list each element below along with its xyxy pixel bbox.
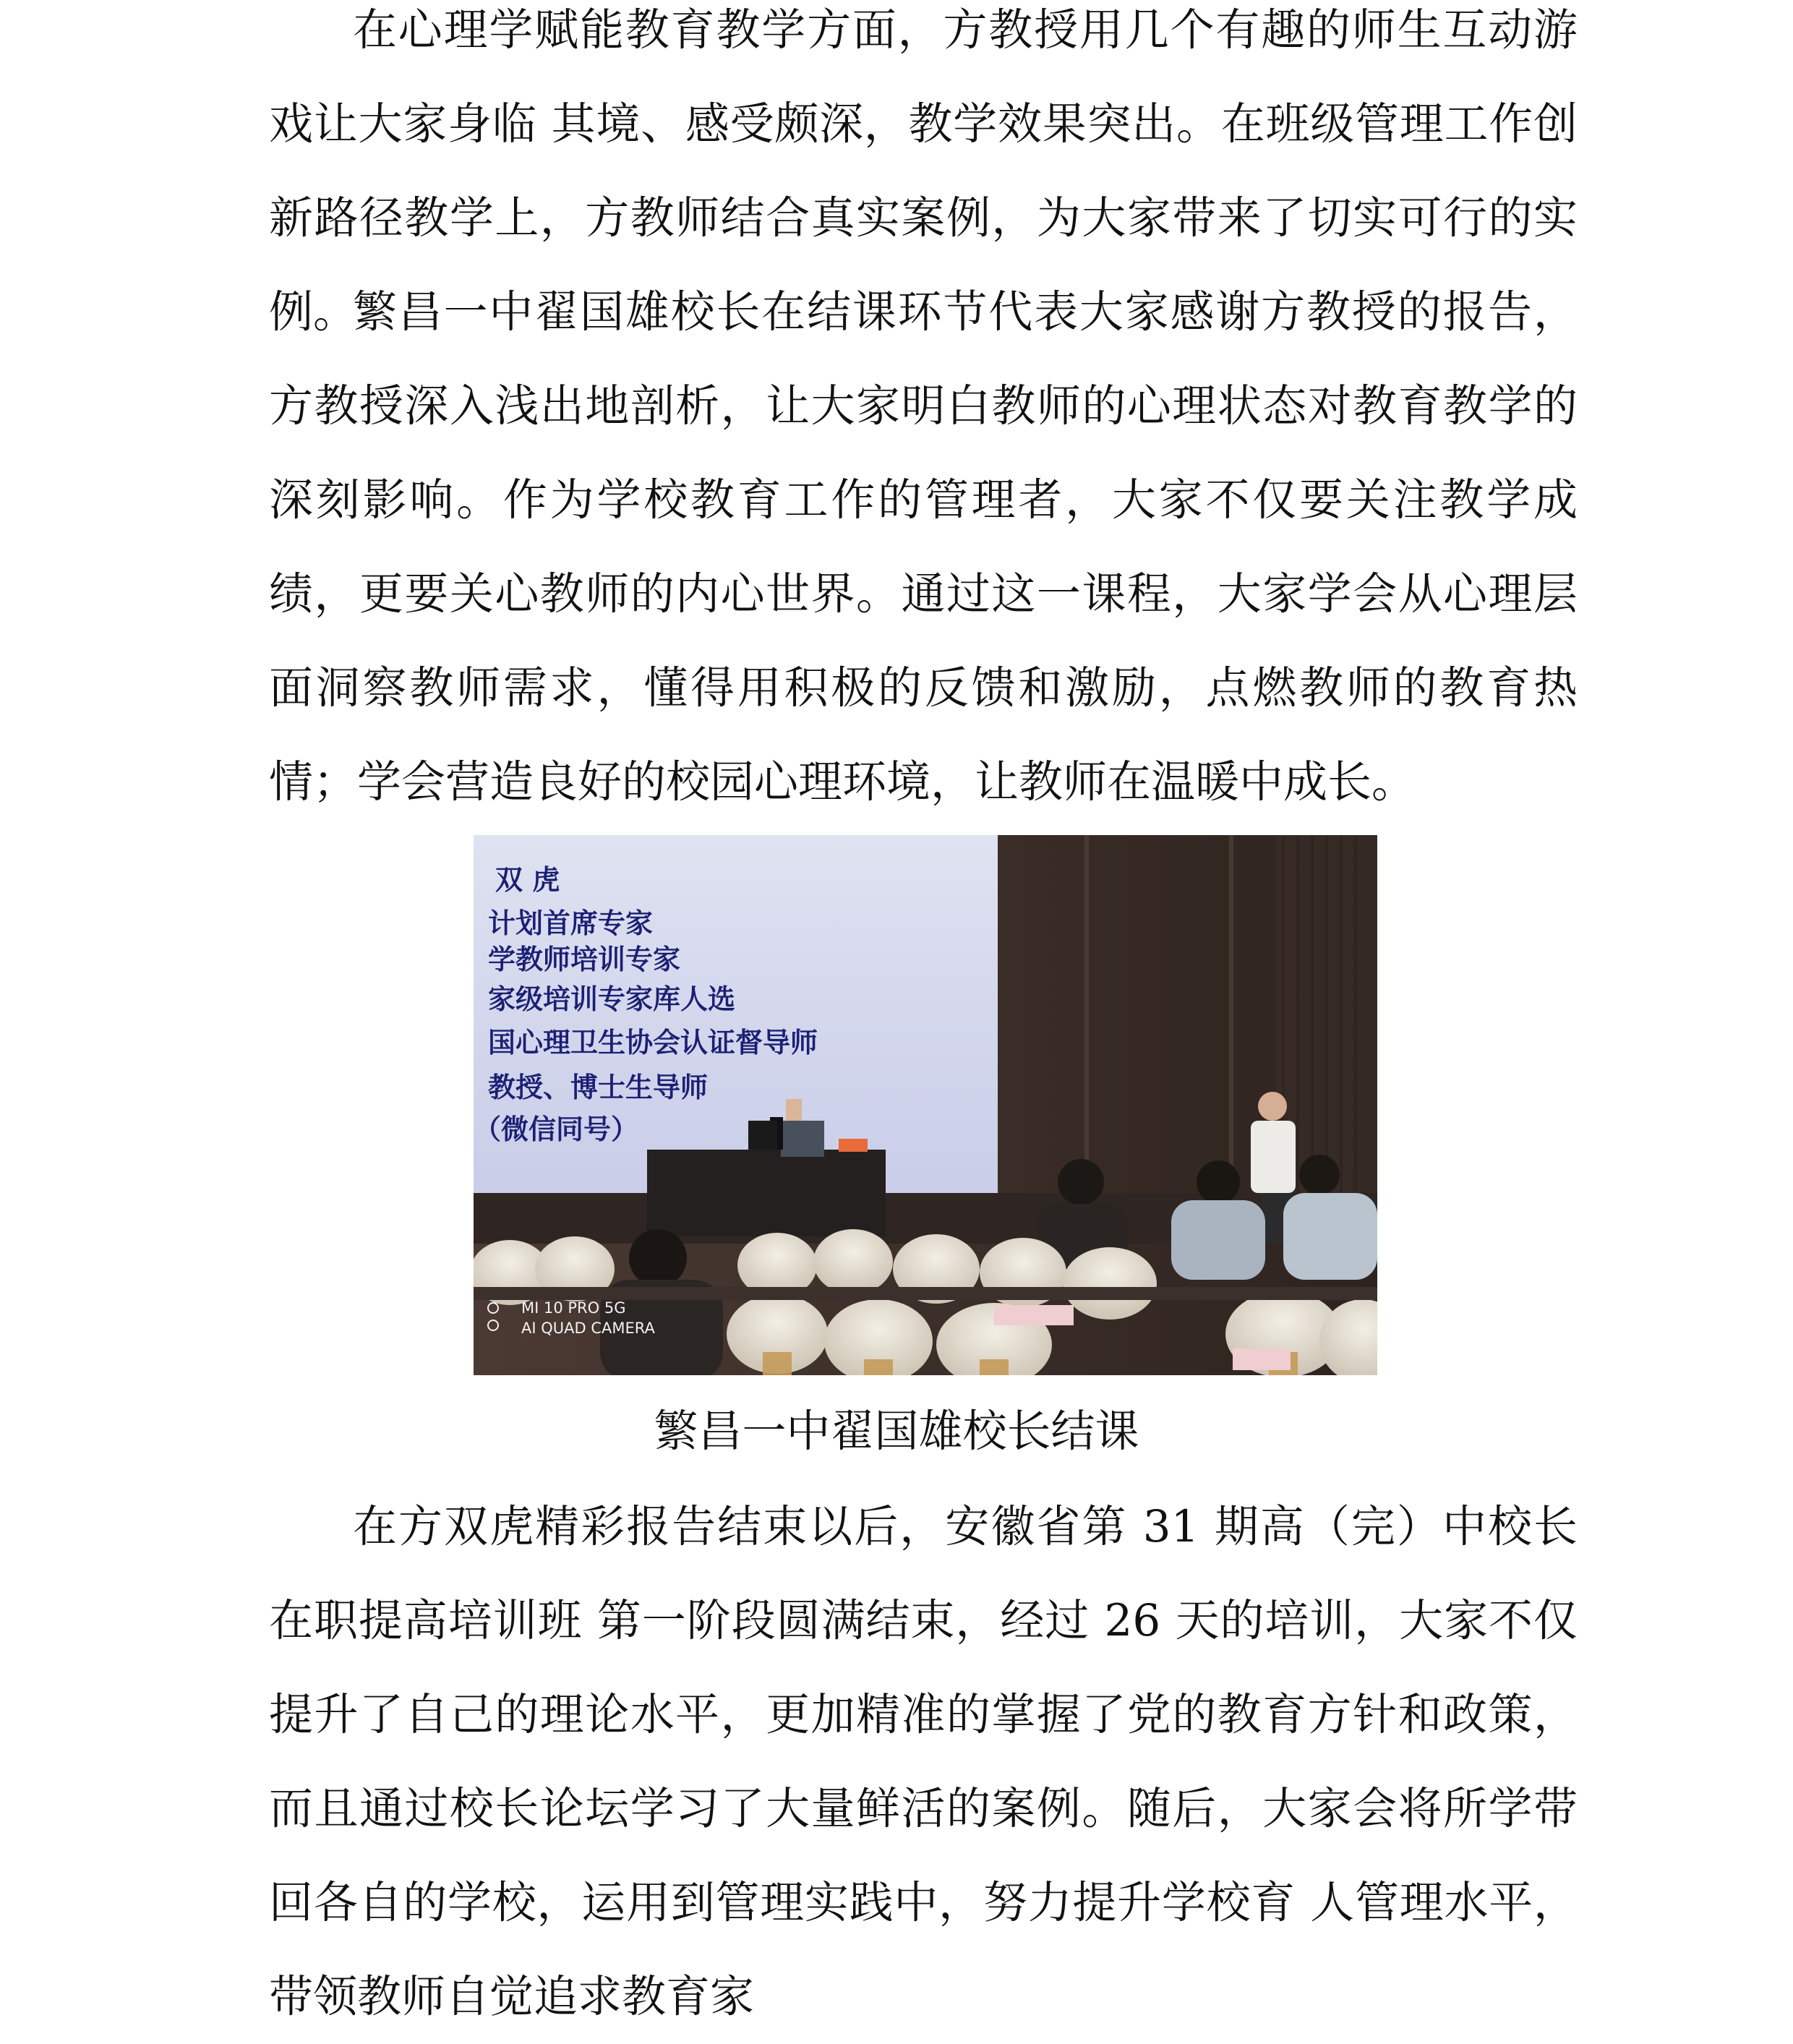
camera-lens-icon	[487, 1301, 500, 1334]
slide-line: 计划首席专家	[488, 907, 654, 939]
slide-line: 家级培训专家库人选	[488, 983, 736, 1015]
camera-watermark	[502, 1298, 655, 1338]
photo-caption: 繁昌一中翟国雄校长结课	[654, 1406, 1139, 1457]
photo-illustration	[474, 835, 1377, 1375]
slide-line: 双 虎	[495, 864, 560, 896]
paragraph-2: 繁昌一中翟国雄校长在结课环节代表大家感谢方教授的报告，方教授深入浅出地剖析，让大家明白教师的心理状态对教育教学的深刻影响。作为学校教育工作的管理者，大家不仅要关注教学成绩，更要关心教师的内心世界。通过这一课程，大家学会从心理层面洞察教师需求，懂得用积极的反馈和激励，点燃教师的教育热情；学会营造良好的校园心理环境，让教师在温暖中成长。	[269, 286, 1578, 808]
camera-model: MI 10 PRO 5G	[521, 1299, 626, 1317]
slide-line: 学教师培训专家	[488, 944, 681, 975]
slide-line: 教授、博士生导师	[488, 1072, 709, 1103]
paragraph-3: 在方双虎精彩报告结束以后，安徽省第 31 期高（完）中校长在职提高培训班 第一阶段圆满结束，经过 26 天的培训，大家不仅提升了自己的理论水平，更加精准的掌握了党的教育方针和政策，而且通过校长论坛学习了大量鲜活的案例。随后，大家会将所学带回各自的学校，运用到管理实践中，努力提升学校育 人管理水平，带领教师自觉追求教育家	[269, 1501, 1578, 2022]
camera-feature: AI QUAD CAMERA	[521, 1320, 655, 1337]
paragraph-1: 在心理学赋能教育教学方面，方教授用几个有趣的师生互动游戏让大家身临 其境、感受颇深，教学效果突出。在班级管理工作创新路径教学上，方教师结合真实案例，为大家带来了切实可行的实例。	[269, 4, 1578, 338]
slide-line: （微信同号）	[474, 1113, 639, 1145]
slide-line: 国心理卫生协会认证督导师	[488, 1027, 818, 1059]
event-photo	[474, 835, 1377, 1375]
